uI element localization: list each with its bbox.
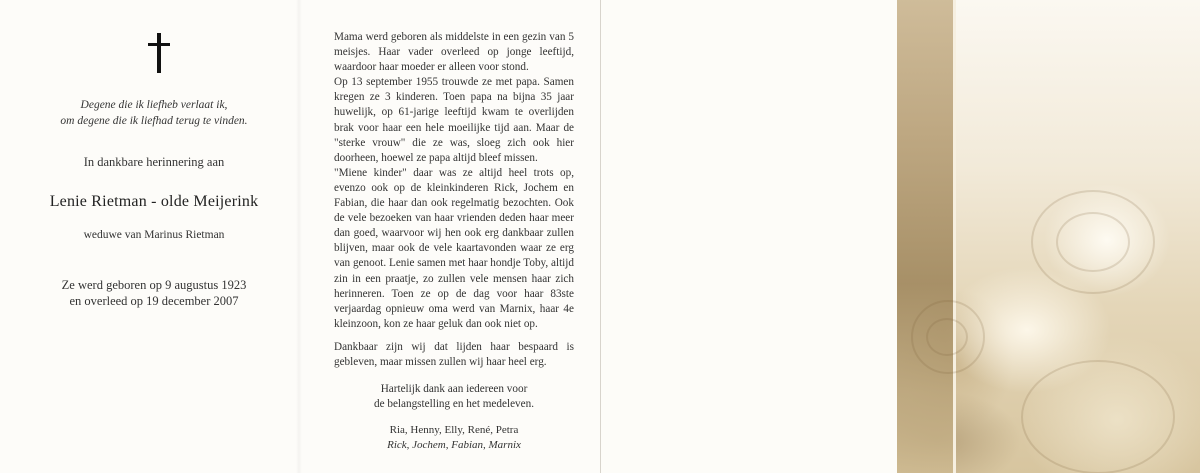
memory-line: In dankbare herinnering aan	[83, 155, 225, 169]
left-panel	[10, 0, 298, 473]
photo-divider	[953, 0, 956, 473]
thanks-line: de belangstelling en het medeleven.	[374, 398, 534, 411]
motto-line: Degene die ik liefheb verlaat ik,	[80, 99, 228, 111]
motto-line: om degene die ik liefhad terug te vinden.	[60, 115, 248, 127]
cross-icon	[144, 33, 174, 73]
thanks-line: Hartelijk dank aan iedereen voor	[380, 383, 528, 395]
rose-icon	[1056, 212, 1130, 272]
grandchildren-names: Rick, Jochem, Fabian, Marnix	[387, 439, 521, 451]
memorial-card-cover	[601, 0, 1200, 473]
rose-icon	[1021, 360, 1175, 473]
motto	[10, 97, 298, 129]
signatures	[334, 423, 574, 453]
thanks-message	[334, 382, 574, 412]
biography-paragraph: Mama werd geboren als middelste in een gezin van 5 meisjes. Haar vader overleed op jonge leeftijd, waardoor haar moeder er alleen voor stond.	[334, 31, 574, 74]
photo-strip	[897, 0, 955, 473]
death-date-line: en overleed op 19 december 2007	[69, 294, 239, 308]
children-names: Ria, Henny, Elly, René, Petra	[389, 424, 519, 436]
biography-paragraph: "Miene kinder" daar was ze altijd heel trots op, evenzo ook op de kleinkinderen Rick, Jochem en Fabian, die haar dan ook regelmatig bezochten. Ook de vele bezoeken van haar vrienden deden haar meer dan goed, waarvoor wij hen ook erg dankbaar zullen blijven, maar ook de vele kaartavonden waar ze erg van genoot. Lenie samen met haar hondje Toby, altijd zin in een praatje, zo zullen vele mensen haar zich herinneren. Toen ze op de dag voor haar 83ste verjaardag opnieuw oma werd van Marnix, haar 4e kleinzoon, kon ze haar geluk dan ook niet op.	[334, 166, 574, 330]
biography	[334, 30, 574, 370]
life-dates	[10, 277, 298, 309]
birth-date-line: Ze werd geboren op 9 augustus 1923	[61, 278, 247, 292]
widow-line: weduwe van Marinus Rietman	[83, 229, 225, 241]
biography-paragraph: Op 13 september 1955 trouwde ze met papa. Samen kregen ze 3 kinderen. Toen papa na bijna 35 jaar huwelijk, op 61-jarige leeftijd kwam te overlijden brak voor haar een hele moeilijke tijd aan. Maar de "sterke vrouw" die ze was, sloeg zich ook hier doorheen, hoewel ze papa altijd bleef missen.	[334, 76, 574, 164]
rose-icon	[926, 318, 968, 356]
deceased-name: Lenie Rietman - olde Meijerink	[49, 193, 259, 210]
gratitude-paragraph: Dankbaar zijn wij dat lijden haar bespaard is gebleven, maar missen zullen wij haar heel erg.	[334, 340, 574, 368]
